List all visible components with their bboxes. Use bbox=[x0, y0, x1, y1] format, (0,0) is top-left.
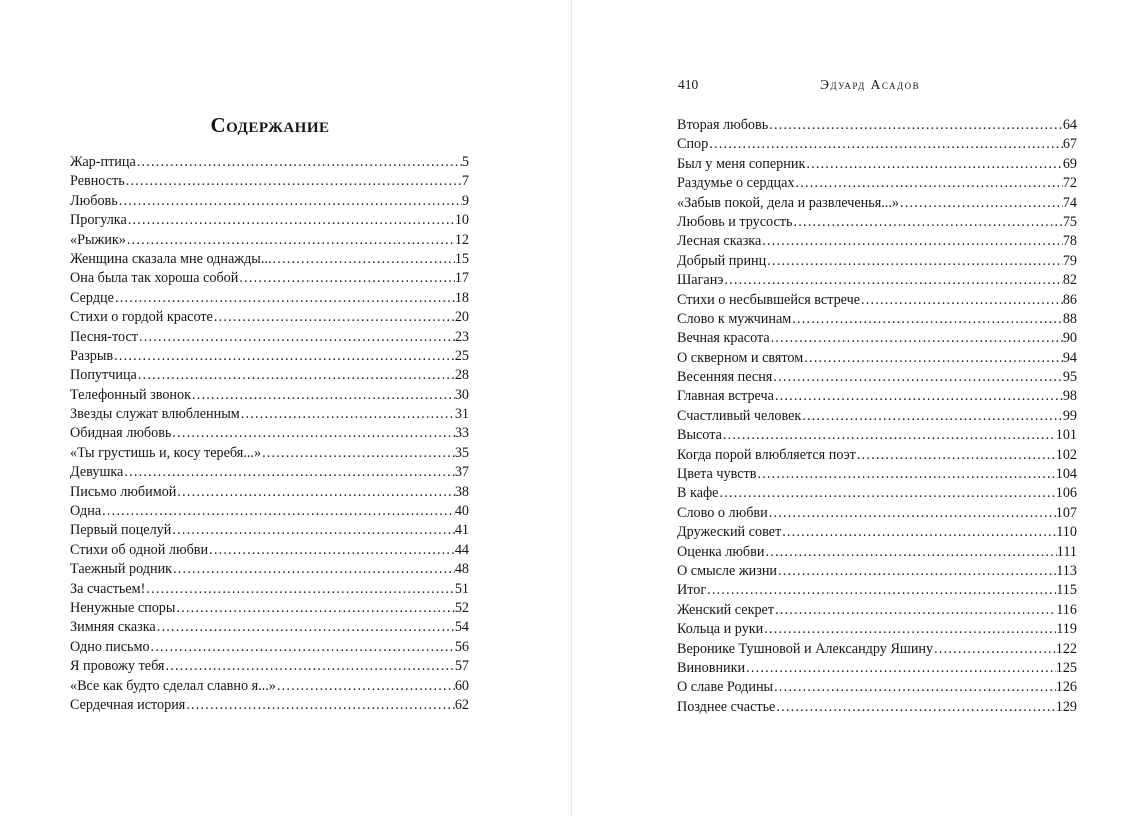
toc-entry-title: Шаганэ bbox=[677, 272, 724, 289]
toc-entry-page-number: 56 bbox=[454, 638, 469, 655]
toc-dot-leader bbox=[723, 271, 1062, 290]
toc-dot-leader bbox=[271, 250, 454, 269]
toc-entry bbox=[70, 211, 469, 230]
toc-entry-page-number: 72 bbox=[1062, 175, 1077, 192]
toc-entry-page-number: 64 bbox=[1062, 117, 1077, 133]
toc-entry bbox=[677, 659, 1077, 678]
toc-entry-title: Зимняя сказка bbox=[70, 619, 156, 636]
toc-entry-page-number: 10 bbox=[454, 212, 469, 229]
toc-dot-leader bbox=[766, 252, 1063, 271]
left-page bbox=[0, 0, 571, 816]
toc-entry-page-number: 79 bbox=[1062, 252, 1077, 269]
toc-dot-leader bbox=[101, 502, 455, 521]
toc-entry-title: «Ты грустишь и, косу теребя...» bbox=[70, 444, 262, 461]
toc-entry-title: Ревность bbox=[70, 173, 125, 190]
toc-entry-title: Цвета чувств bbox=[677, 466, 757, 483]
toc-entry-title: «Все как будто сделал славно я...» bbox=[70, 677, 276, 694]
toc-entry-page-number: 44 bbox=[454, 541, 469, 558]
toc-entry-page-number: 94 bbox=[1062, 349, 1077, 366]
toc-entry bbox=[677, 426, 1077, 445]
toc-entry bbox=[677, 581, 1077, 600]
toc-entry-page-number: 30 bbox=[454, 386, 469, 403]
toc-dot-leader bbox=[775, 698, 1055, 717]
toc-dot-leader bbox=[770, 329, 1063, 348]
toc-dot-leader bbox=[171, 521, 454, 540]
toc-entry bbox=[70, 424, 469, 443]
toc-entry bbox=[677, 387, 1077, 406]
toc-entry-page-number: 37 bbox=[454, 464, 469, 481]
toc-entry-page-number: 12 bbox=[454, 231, 469, 248]
toc-dot-leader bbox=[150, 638, 455, 657]
toc-entry-page-number: 33 bbox=[454, 425, 469, 442]
toc-dot-leader bbox=[899, 194, 1063, 213]
toc-entry-page-number: 86 bbox=[1062, 291, 1077, 308]
toc-dot-leader bbox=[240, 405, 455, 424]
toc-entry-title: Сердечная история bbox=[70, 696, 186, 713]
toc-entry bbox=[677, 155, 1077, 174]
toc-entry-title: Попутчица bbox=[70, 367, 137, 384]
toc-entry bbox=[677, 484, 1077, 503]
toc-entry-page-number: 31 bbox=[454, 406, 469, 423]
toc-entry bbox=[70, 386, 469, 405]
toc-entry-page-number: 88 bbox=[1062, 310, 1077, 327]
toc-dot-leader bbox=[156, 618, 455, 637]
toc-entry-title: «Забыв покой, дела и развлеченья...» bbox=[677, 194, 899, 211]
toc-dot-leader bbox=[856, 446, 1056, 465]
toc-entry bbox=[677, 562, 1077, 581]
toc-dot-leader bbox=[774, 387, 1063, 406]
toc-entry bbox=[677, 291, 1077, 310]
toc-dot-leader bbox=[164, 657, 454, 676]
toc-entry-page-number: 95 bbox=[1062, 369, 1077, 386]
toc-entry bbox=[677, 194, 1077, 213]
toc-entry bbox=[677, 446, 1077, 465]
toc-entry bbox=[70, 172, 469, 191]
toc-entry-page-number: 82 bbox=[1062, 272, 1077, 289]
toc-entry-title: Счастливый человек bbox=[677, 407, 802, 424]
toc-entry bbox=[70, 657, 469, 676]
toc-entry-page-number: 99 bbox=[1062, 407, 1077, 424]
toc-entry bbox=[677, 678, 1077, 697]
toc-dot-leader bbox=[781, 523, 1056, 542]
toc-entry-page-number: 40 bbox=[454, 503, 469, 520]
toc-entry-title: Кольца и руки bbox=[677, 621, 764, 638]
toc-entry-page-number: 113 bbox=[1056, 562, 1077, 579]
toc-entry-title: Одно письмо bbox=[70, 638, 150, 655]
toc-entry bbox=[677, 620, 1077, 639]
toc-entry-page-number: 115 bbox=[1056, 582, 1077, 599]
toc-list-right bbox=[677, 116, 1077, 717]
toc-entry-page-number: 5 bbox=[461, 154, 469, 170]
toc-entry-page-number: 104 bbox=[1055, 466, 1077, 483]
toc-entry-page-number: 25 bbox=[454, 347, 469, 364]
toc-entry-page-number: 9 bbox=[461, 192, 469, 209]
toc-entry-title: Любовь bbox=[70, 192, 118, 209]
toc-entry bbox=[677, 232, 1077, 251]
toc-dot-leader bbox=[208, 541, 455, 560]
toc-dot-leader bbox=[191, 386, 455, 405]
toc-dot-leader bbox=[138, 328, 455, 347]
toc-entry-page-number: 101 bbox=[1055, 427, 1077, 444]
toc-entry bbox=[70, 366, 469, 385]
toc-entry-page-number: 74 bbox=[1062, 194, 1077, 211]
toc-entry bbox=[677, 135, 1077, 154]
toc-entry-title: Женщина сказала мне однажды... bbox=[70, 250, 272, 267]
toc-entry-title: Дружеский совет bbox=[677, 524, 782, 541]
toc-entry bbox=[70, 638, 469, 657]
toc-entry-title: Таежный родник bbox=[70, 561, 173, 578]
toc-entry-page-number: 52 bbox=[454, 599, 469, 616]
toc-entry-title: Виновники bbox=[677, 659, 746, 676]
toc-entry-title: Песня-тост bbox=[70, 328, 138, 345]
toc-entry-page-number: 41 bbox=[454, 522, 469, 539]
toc-entry bbox=[70, 618, 469, 637]
toc-dot-leader bbox=[145, 580, 454, 599]
toc-entry-title: Вторая любовь bbox=[677, 117, 769, 133]
toc-entry bbox=[70, 580, 469, 599]
toc-dot-leader bbox=[126, 231, 455, 250]
toc-entry-title: За счастьем! bbox=[70, 580, 146, 597]
toc-entry bbox=[70, 541, 469, 560]
toc-dot-leader bbox=[213, 308, 455, 327]
toc-entry-title: «Рыжик» bbox=[70, 231, 126, 248]
toc-dot-leader bbox=[764, 543, 1056, 562]
toc-entry-page-number: 69 bbox=[1062, 155, 1077, 172]
toc-entry-title: Стихи о гордой красоте bbox=[70, 309, 213, 326]
toc-dot-leader bbox=[801, 407, 1063, 426]
toc-entry-page-number: 125 bbox=[1055, 659, 1077, 676]
toc-dot-leader bbox=[761, 232, 1063, 251]
toc-entry bbox=[70, 328, 469, 347]
toc-entry bbox=[70, 444, 469, 463]
toc-entry-title: Телефонный звонок bbox=[70, 386, 191, 403]
toc-entry-title: Разрыв bbox=[70, 347, 114, 364]
toc-entry bbox=[677, 349, 1077, 368]
toc-entry bbox=[70, 405, 469, 424]
toc-dot-leader bbox=[763, 620, 1056, 639]
toc-entry bbox=[677, 523, 1077, 542]
toc-entry-title: Жар-птица bbox=[70, 154, 136, 170]
toc-entry-title: Лесная сказка bbox=[677, 233, 762, 250]
toc-entry bbox=[70, 308, 469, 327]
toc-entry-page-number: 23 bbox=[454, 328, 469, 345]
toc-entry-page-number: 15 bbox=[454, 250, 469, 267]
toc-entry-page-number: 51 bbox=[454, 580, 469, 597]
toc-dot-leader bbox=[803, 349, 1063, 368]
toc-entry-title: Девушка bbox=[70, 464, 124, 481]
toc-entry bbox=[677, 465, 1077, 484]
toc-entry bbox=[677, 329, 1077, 348]
toc-entry-page-number: 67 bbox=[1062, 136, 1077, 153]
toc-entry-title: Ненужные споры bbox=[70, 599, 176, 616]
toc-dot-leader bbox=[718, 484, 1055, 503]
toc-entry-title: Спор bbox=[677, 136, 709, 153]
toc-entry-page-number: 7 bbox=[461, 173, 469, 190]
toc-dot-leader bbox=[171, 424, 454, 443]
toc-dot-leader bbox=[137, 366, 455, 385]
toc-dot-leader bbox=[127, 211, 455, 230]
toc-entry-page-number: 20 bbox=[454, 309, 469, 326]
toc-entry-page-number: 48 bbox=[454, 561, 469, 578]
toc-entry bbox=[677, 213, 1077, 232]
toc-entry-title: В кафе bbox=[677, 485, 719, 502]
toc-entry-title: Оценка любви bbox=[677, 543, 765, 560]
toc-dot-leader bbox=[113, 347, 455, 366]
toc-entry-title: Письмо любимой bbox=[70, 483, 177, 500]
toc-entry bbox=[70, 483, 469, 502]
toc-dot-leader bbox=[175, 599, 454, 618]
toc-dot-leader bbox=[860, 291, 1063, 310]
toc-entry-page-number: 110 bbox=[1056, 524, 1077, 541]
toc-entry bbox=[677, 116, 1077, 135]
toc-dot-leader bbox=[805, 155, 1062, 174]
toc-entry-title: Итог bbox=[677, 582, 707, 599]
toc-dot-leader bbox=[777, 562, 1056, 581]
toc-entry bbox=[70, 250, 469, 269]
toc-entry-page-number: 98 bbox=[1062, 388, 1077, 405]
toc-entry-page-number: 62 bbox=[454, 696, 469, 713]
toc-entry bbox=[70, 347, 469, 366]
toc-dot-leader bbox=[791, 310, 1063, 329]
toc-entry-page-number: 90 bbox=[1062, 330, 1077, 347]
toc-entry-page-number: 78 bbox=[1062, 233, 1077, 250]
toc-dot-leader bbox=[773, 678, 1056, 697]
toc-entry bbox=[677, 368, 1077, 387]
toc-entry-page-number: 17 bbox=[454, 270, 469, 287]
toc-entry bbox=[677, 407, 1077, 426]
toc-dot-leader bbox=[745, 659, 1056, 678]
toc-entry-title: Стихи об одной любви bbox=[70, 541, 209, 558]
page-number: 410 bbox=[678, 77, 699, 92]
toc-entry-page-number: 107 bbox=[1055, 504, 1077, 521]
toc-entry-title: Слово о любви bbox=[677, 504, 768, 521]
toc-entry-page-number: 28 bbox=[454, 367, 469, 384]
toc-dot-leader bbox=[185, 696, 455, 715]
toc-entry-page-number: 54 bbox=[454, 619, 469, 636]
toc-entry-page-number: 57 bbox=[454, 658, 469, 675]
toc-entry bbox=[70, 231, 469, 250]
toc-dot-leader bbox=[768, 116, 1063, 135]
toc-entry-title: Первый поцелуй bbox=[70, 522, 172, 539]
toc-entry-title: Звезды служат влюбленным bbox=[70, 406, 240, 423]
toc-entry-title: О скверном и святом bbox=[677, 349, 804, 366]
toc-dot-leader bbox=[176, 483, 454, 502]
toc-entry-page-number: 38 bbox=[454, 483, 469, 500]
toc-entry-title: Прогулка bbox=[70, 212, 127, 229]
toc-entry bbox=[70, 153, 469, 172]
toc-entry-title: Она была так хороша собой bbox=[70, 270, 239, 287]
running-head bbox=[678, 76, 1078, 94]
toc-entry-page-number: 35 bbox=[454, 444, 469, 461]
toc-entry-title: Одна bbox=[70, 503, 102, 520]
toc-dot-leader bbox=[125, 172, 462, 191]
toc-entry bbox=[70, 521, 469, 540]
toc-entry-page-number: 102 bbox=[1055, 446, 1077, 463]
toc-entry-page-number: 126 bbox=[1055, 679, 1077, 696]
toc-entry-page-number: 106 bbox=[1055, 485, 1077, 502]
toc-dot-leader bbox=[123, 463, 454, 482]
toc-dot-leader bbox=[768, 504, 1056, 523]
author-name: Эдуард Асадов bbox=[820, 77, 921, 92]
toc-dot-leader bbox=[722, 426, 1056, 445]
toc-dot-leader bbox=[238, 269, 454, 288]
toc-entry bbox=[677, 698, 1077, 717]
toc-entry-page-number: 119 bbox=[1056, 621, 1077, 638]
toc-entry-page-number: 75 bbox=[1062, 213, 1077, 230]
toc-dot-leader bbox=[261, 444, 455, 463]
toc-entry bbox=[677, 504, 1077, 523]
toc-entry bbox=[70, 463, 469, 482]
toc-entry bbox=[677, 640, 1077, 659]
toc-entry bbox=[677, 174, 1077, 193]
toc-entry bbox=[677, 310, 1077, 329]
toc-entry bbox=[70, 677, 469, 696]
toc-entry-title: Сердце bbox=[70, 289, 114, 306]
toc-entry-title: Когда порой влюбляется поэт bbox=[677, 446, 856, 463]
toc-entry bbox=[70, 192, 469, 211]
toc-entry-page-number: 18 bbox=[454, 289, 469, 306]
toc-entry-title: Добрый принц bbox=[677, 252, 767, 269]
toc-entry-title: Главная встреча bbox=[677, 388, 774, 405]
toc-entry bbox=[70, 502, 469, 521]
toc-entry-title: Весенняя песня bbox=[677, 369, 773, 386]
toc-heading: Содержание bbox=[210, 113, 330, 137]
toc-entry-title: Позднее счастье bbox=[677, 698, 776, 715]
toc-entry-page-number: 129 bbox=[1055, 698, 1077, 715]
toc-entry-title: О славе Родины bbox=[677, 679, 774, 696]
toc-dot-leader bbox=[774, 601, 1056, 620]
toc-dot-leader bbox=[933, 640, 1056, 659]
toc-entry-title: Вечная красота bbox=[677, 330, 770, 347]
toc-entry-title: Обидная любовь bbox=[70, 425, 172, 442]
toc-entry-title: Я провожу тебя bbox=[70, 658, 165, 675]
toc-entry-page-number: 60 bbox=[454, 677, 469, 694]
toc-entry bbox=[70, 560, 469, 579]
toc-entry-page-number: 116 bbox=[1056, 601, 1077, 618]
toc-entry-title: Слово к мужчинам bbox=[677, 310, 792, 327]
toc-entry bbox=[70, 269, 469, 288]
toc-dot-leader bbox=[794, 174, 1062, 193]
toc-entry bbox=[70, 599, 469, 618]
toc-dot-leader bbox=[118, 192, 462, 211]
toc-dot-leader bbox=[172, 560, 455, 579]
toc-entry bbox=[677, 252, 1077, 271]
toc-dot-leader bbox=[756, 465, 1055, 484]
toc-entry bbox=[677, 271, 1077, 290]
toc-entry bbox=[677, 543, 1077, 562]
toc-dot-leader bbox=[772, 368, 1062, 387]
toc-entry-page-number: 122 bbox=[1055, 640, 1077, 657]
toc-entry-title: Любовь и трусость bbox=[677, 213, 793, 230]
toc-dot-leader bbox=[708, 135, 1063, 154]
toc-entry-title: О смысле жизни bbox=[677, 562, 778, 579]
toc-list-left bbox=[70, 153, 469, 715]
toc-entry-page-number: 111 bbox=[1056, 543, 1077, 560]
toc-entry-title: Веронике Тушновой и Александру Яшину bbox=[677, 640, 934, 657]
toc-entry-title: Был у меня соперник bbox=[677, 155, 806, 172]
toc-entry-title: Высота bbox=[677, 427, 722, 444]
toc-entry-title: Женский секрет bbox=[677, 601, 775, 618]
toc-dot-leader bbox=[792, 213, 1062, 232]
toc-dot-leader bbox=[136, 153, 462, 172]
toc-dot-leader bbox=[276, 677, 455, 696]
toc-entry-title: Стихи о несбывшейся встрече bbox=[677, 291, 861, 308]
toc-dot-leader bbox=[706, 581, 1056, 600]
toc-entry bbox=[70, 696, 469, 715]
toc-dot-leader bbox=[114, 289, 455, 308]
toc-entry-title: Раздумье о сердцах bbox=[677, 175, 795, 192]
toc-entry bbox=[677, 601, 1077, 620]
toc-entry bbox=[70, 289, 469, 308]
